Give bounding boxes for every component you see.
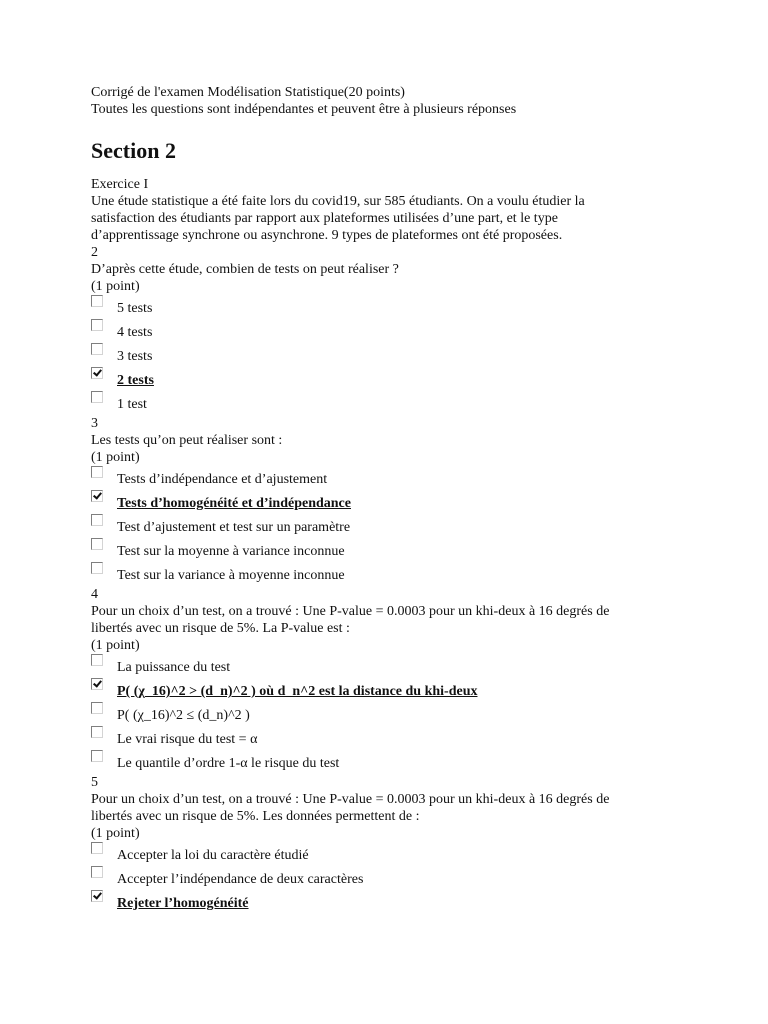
answer-option[interactable] — [91, 466, 691, 490]
question-points: (1 point) — [91, 638, 140, 653]
checked-checkbox-icon[interactable] — [91, 890, 103, 902]
answer-option[interactable] — [91, 538, 691, 562]
checkbox-icon[interactable] — [91, 391, 103, 403]
answer-option[interactable] — [91, 702, 691, 726]
exercise-intro-line: satisfaction des étudiants par rapport aux plateformes utilisées d’une part, et le type — [91, 211, 558, 226]
answer-label: 5 tests — [117, 301, 153, 316]
checkbox-icon[interactable] — [91, 319, 103, 331]
correct-answer-label: Rejeter l’homogénéité — [117, 896, 249, 911]
checkbox-icon[interactable] — [91, 538, 103, 550]
answer-option[interactable] — [91, 726, 691, 750]
checkbox-icon[interactable] — [91, 295, 103, 307]
answer-option[interactable] — [91, 678, 691, 702]
question-block — [91, 415, 691, 586]
question-text: Pour un choix d’un test, on a trouvé : Une P-value = 0.0003 pour un khi-deux à 16 degrés de — [91, 792, 610, 807]
answer-option[interactable] — [91, 490, 691, 514]
question-points: (1 point) — [91, 450, 140, 465]
answer-label: 1 test — [117, 397, 147, 412]
question-number: 2 — [91, 245, 98, 260]
answer-option[interactable] — [91, 562, 691, 586]
answer-option[interactable] — [91, 866, 691, 890]
section-title: Section 2 — [91, 138, 176, 163]
checked-checkbox-icon[interactable] — [91, 678, 103, 690]
question-text: Pour un choix d’un test, on a trouvé : Une P-value = 0.0003 pour un khi-deux à 16 degrés de — [91, 604, 610, 619]
answer-option[interactable] — [91, 367, 691, 391]
answer-label: P( (χ_16)^2 ≤ (d_n)^2 ) — [117, 708, 250, 723]
answer-option[interactable] — [91, 343, 691, 367]
question-block — [91, 244, 691, 415]
checkbox-icon[interactable] — [91, 562, 103, 574]
checkbox-icon[interactable] — [91, 842, 103, 854]
checkbox-icon[interactable] — [91, 866, 103, 878]
answer-option[interactable] — [91, 391, 691, 415]
question-number: 5 — [91, 775, 98, 790]
answer-label: La puissance du test — [117, 660, 231, 675]
answer-label: 3 tests — [117, 349, 153, 364]
answer-label: Test sur la moyenne à variance inconnue — [117, 544, 345, 559]
answer-option[interactable] — [91, 319, 691, 343]
checkbox-icon[interactable] — [91, 343, 103, 355]
correct-answer-label: Tests d’homogénéité et d’indépendance — [117, 496, 351, 511]
checkbox-icon[interactable] — [91, 654, 103, 666]
answer-label: Tests d’indépendance et d’ajustement — [117, 472, 328, 487]
header-line-2: Toutes les questions sont indépendantes et peuvent être à plusieurs réponses — [91, 102, 517, 117]
question-block — [91, 586, 691, 774]
checkbox-icon[interactable] — [91, 750, 103, 762]
answer-label: Test d’ajustement et test sur un paramètre — [117, 520, 351, 535]
answer-label: Le quantile d’ordre 1-α le risque du test — [117, 756, 340, 771]
answer-label: Accepter l’indépendance de deux caractères — [117, 872, 364, 887]
answer-label: 4 tests — [117, 325, 153, 340]
exercise-intro-line: Une étude statistique a été faite lors du covid19, sur 585 étudiants. On a voulu étudier la — [91, 194, 585, 209]
exercise-title: Exercice I — [91, 177, 149, 192]
answer-label: Test sur la variance à moyenne inconnue — [117, 568, 345, 583]
answer-option[interactable] — [91, 514, 691, 538]
exercise-intro-line: d’apprentissage synchrone ou asynchrone. 9 types de plateformes ont été proposées. — [91, 228, 563, 243]
question-number: 4 — [91, 587, 98, 602]
checked-checkbox-icon[interactable] — [91, 367, 103, 379]
question-block — [91, 774, 691, 914]
answer-option[interactable] — [91, 750, 691, 774]
question-number: 3 — [91, 416, 98, 431]
answer-option[interactable] — [91, 295, 691, 319]
question-text: libertés avec un risque de 5%. Les données permettent de : — [91, 809, 420, 824]
question-text: libertés avec un risque de 5%. La P-value est : — [91, 621, 350, 636]
document-page — [91, 84, 691, 914]
checkbox-icon[interactable] — [91, 702, 103, 714]
answer-label: Le vrai risque du test = α — [117, 732, 258, 747]
answer-option[interactable] — [91, 842, 691, 866]
question-points: (1 point) — [91, 279, 140, 294]
checkbox-icon[interactable] — [91, 466, 103, 478]
correct-answer-label: P( (χ_16)^2 > (d_n)^2 ) où d_n^2 est la distance du khi-deux — [117, 684, 478, 699]
question-points: (1 point) — [91, 826, 140, 841]
answer-option[interactable] — [91, 890, 691, 914]
question-text: Les tests qu’on peut réaliser sont : — [91, 433, 283, 448]
header-line-1: Corrigé de l'examen Modélisation Statistique(20 points) — [91, 85, 405, 100]
checkbox-icon[interactable] — [91, 726, 103, 738]
correct-answer-label: 2 tests — [117, 373, 154, 388]
question-list — [91, 244, 691, 914]
checkbox-icon[interactable] — [91, 514, 103, 526]
answer-label: Accepter la loi du caractère étudié — [117, 848, 309, 863]
checked-checkbox-icon[interactable] — [91, 490, 103, 502]
question-text: D’après cette étude, combien de tests on peut réaliser ? — [91, 262, 399, 277]
answer-option[interactable] — [91, 654, 691, 678]
